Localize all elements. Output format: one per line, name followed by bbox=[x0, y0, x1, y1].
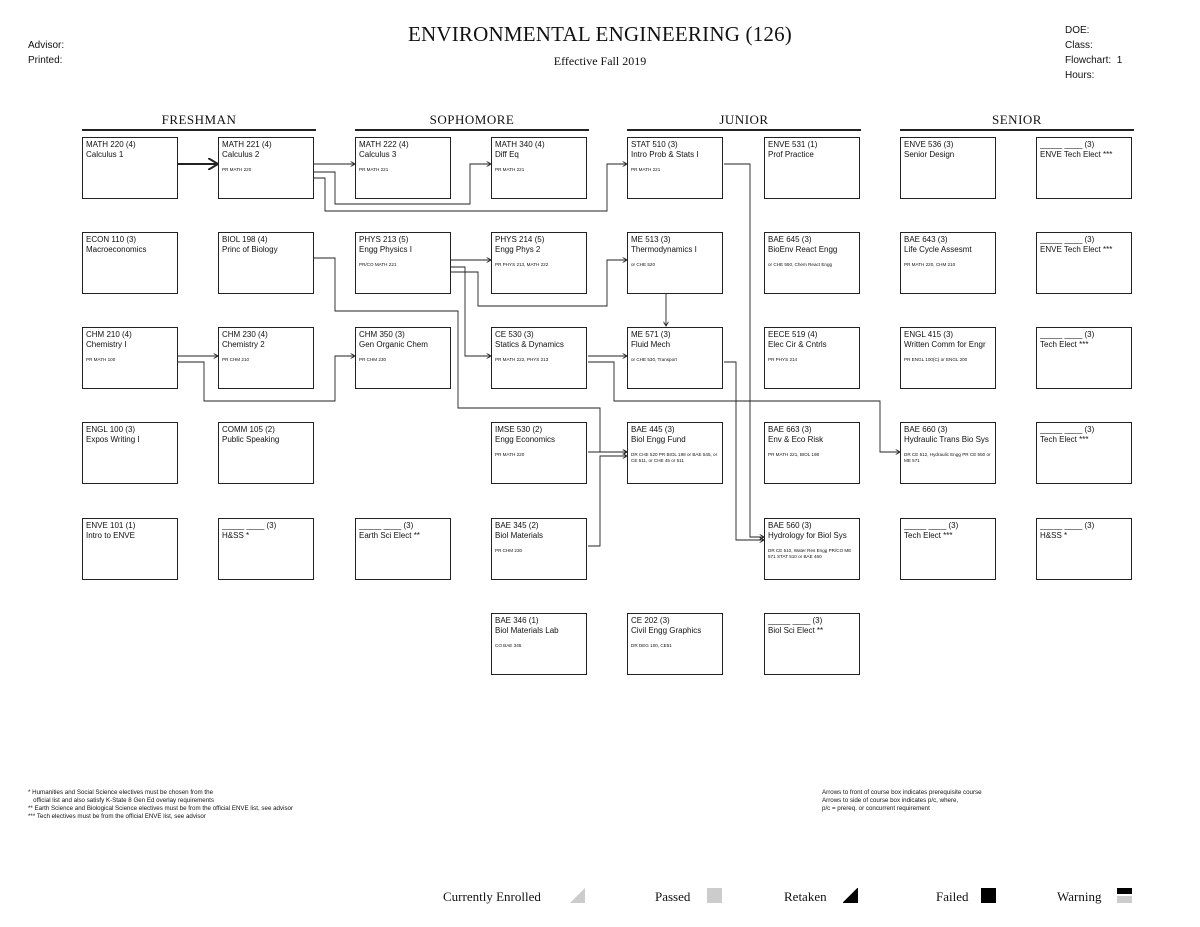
course-name: Engg Phys 2 bbox=[495, 245, 541, 254]
course-prereq: DR CE 512, Hydraulic Engg PR CE 550 or ME 571 bbox=[904, 452, 991, 463]
year-senior: SENIOR bbox=[900, 112, 1134, 131]
course-code: COMM 105 (2) bbox=[222, 425, 275, 434]
course-code: CE 202 (3) bbox=[631, 616, 670, 625]
course-code: _____ ____ (3) bbox=[904, 521, 959, 530]
course-name: Written Comm for Engr bbox=[904, 340, 986, 349]
course-code: ENGL 100 (3) bbox=[86, 425, 136, 434]
course-stat510[interactable] bbox=[627, 137, 723, 199]
footnote: *** Tech electives must be from the official ENVE list, see advisor bbox=[28, 813, 206, 820]
course-name: Biol Sci Elect ** bbox=[768, 626, 824, 635]
course-name: Biol Materials Lab bbox=[495, 626, 559, 635]
course-code: BIOL 198 (4) bbox=[222, 235, 268, 244]
class-label: Class: bbox=[1065, 40, 1093, 51]
course-phys213[interactable] bbox=[355, 232, 451, 294]
course-code: BAE 345 (2) bbox=[495, 521, 539, 530]
course-earth-sci-elect[interactable] bbox=[355, 518, 451, 580]
course-name: Senior Design bbox=[904, 150, 955, 159]
course-code: ENVE 531 (1) bbox=[768, 140, 818, 149]
page-title: ENVIRONMENTAL ENGINEERING (126) bbox=[407, 22, 792, 46]
course-code: CHM 210 (4) bbox=[86, 330, 132, 339]
course-name: H&SS * bbox=[1040, 531, 1068, 540]
course-name: BioEnv React Engg bbox=[768, 245, 838, 254]
course-name: Calculus 3 bbox=[359, 150, 397, 159]
footnote: p/c = prereq. or concurrent requirement bbox=[822, 805, 930, 812]
course-name: Tech Elect *** bbox=[1040, 435, 1089, 444]
course-code: ENVE 536 (3) bbox=[904, 140, 954, 149]
course-code: BAE 346 (1) bbox=[495, 616, 539, 625]
course-code: ENVE 101 (1) bbox=[86, 521, 136, 530]
course-phys214[interactable] bbox=[491, 232, 587, 294]
course-name: Tech Elect *** bbox=[1040, 340, 1089, 349]
course-name: Engg Economics bbox=[495, 435, 556, 444]
legend-enrolled-label: Currently Enrolled bbox=[443, 889, 541, 904]
legend-warning-icon bbox=[1117, 888, 1132, 903]
course-name: Calculus 2 bbox=[222, 150, 260, 159]
course-prereq: or CHE 550, Chem React Engg bbox=[768, 262, 833, 267]
course-ce530[interactable] bbox=[491, 327, 587, 389]
course-name: H&SS * bbox=[222, 531, 250, 540]
course-code: MATH 221 (4) bbox=[222, 140, 272, 149]
course-hss-1[interactable] bbox=[218, 518, 314, 580]
printed-label: Printed: bbox=[28, 55, 63, 66]
course-chm350[interactable] bbox=[355, 327, 451, 389]
course-name: Princ of Biology bbox=[222, 245, 278, 254]
course-chm210[interactable] bbox=[82, 327, 178, 389]
legend-retaken-label: Retaken bbox=[784, 889, 827, 904]
course-name: Gen Organic Chem bbox=[359, 340, 428, 349]
course-econ110[interactable] bbox=[82, 232, 178, 294]
course-prereq: DR CE 510, Water Res Engg PR/CO ME 571 STAT 510 or BAE 460 bbox=[768, 548, 852, 559]
course-chm230[interactable] bbox=[218, 327, 314, 389]
course-prereq: PR PHYS 213, MATH 222 bbox=[495, 262, 549, 267]
course-prereq: PR CHM 230 bbox=[495, 548, 523, 553]
course-name: Hydraulic Trans Bio Sys bbox=[904, 435, 989, 444]
course-code: _____ ____ (3) bbox=[1040, 330, 1095, 339]
course-name: Elec Cir & Cntrls bbox=[768, 340, 827, 349]
course-name: Engg Physics I bbox=[359, 245, 412, 254]
line-stat510-bae560 bbox=[724, 164, 764, 537]
course-me571[interactable] bbox=[627, 327, 723, 389]
course-prereq: PR PHYS 214 bbox=[768, 357, 798, 362]
legend-passed-icon bbox=[707, 888, 722, 903]
course-prereq: CO BAE 345 bbox=[495, 643, 522, 648]
course-prereq: DR DEG 100, CE51 bbox=[631, 643, 672, 648]
footnote: ** Earth Science and Biological Science electives must be from the official ENVE list, see advisor bbox=[28, 805, 294, 812]
course-enve101[interactable] bbox=[82, 518, 178, 580]
course-name: Intro to ENVE bbox=[86, 531, 135, 540]
flowchart-value: 1 bbox=[1116, 55, 1123, 66]
footnote: * Humanities and Social Science electives must be chosen from the bbox=[28, 789, 214, 796]
course-bae345[interactable] bbox=[491, 518, 587, 580]
course-code: MATH 220 (4) bbox=[86, 140, 136, 149]
flowchart-label-text: Flowchart: bbox=[1065, 55, 1112, 66]
course-engl100[interactable] bbox=[82, 422, 178, 484]
course-name: Macroeconomics bbox=[86, 245, 147, 254]
course-prereq: PR MATH 221 bbox=[631, 167, 661, 172]
course-prereq: PR/CO MATH 221 bbox=[359, 262, 397, 267]
course-code: _____ ____ (3) bbox=[1040, 140, 1095, 149]
course-engl415[interactable] bbox=[900, 327, 996, 389]
course-code: _____ ____ (3) bbox=[1040, 521, 1095, 530]
course-enve531[interactable] bbox=[764, 137, 860, 199]
course-prereq: PR MATH 221, BIOL 198 bbox=[768, 452, 820, 457]
course-code: PHYS 213 (5) bbox=[359, 235, 409, 244]
course-name: Biol Materials bbox=[495, 531, 544, 540]
course-name: Hydrology for Biol Sys bbox=[768, 531, 847, 540]
course-code: BAE 560 (3) bbox=[768, 521, 812, 530]
course-bae445[interactable] bbox=[627, 422, 723, 484]
course-tech-elect-2[interactable] bbox=[1036, 422, 1132, 484]
line-bae345-bae445 bbox=[588, 456, 627, 546]
legend-passed-label: Passed bbox=[655, 889, 691, 904]
course-biol-sci-elect[interactable] bbox=[764, 613, 860, 675]
course-hss-2[interactable] bbox=[1036, 518, 1132, 580]
course-code: STAT 510 (3) bbox=[631, 140, 678, 149]
course-name: Thermodynamics I bbox=[631, 245, 697, 254]
legend-retaken-icon bbox=[843, 888, 858, 903]
course-math340[interactable] bbox=[491, 137, 587, 199]
course-code: _____ ____ (3) bbox=[1040, 235, 1095, 244]
course-math222[interactable] bbox=[355, 137, 451, 199]
course-prereq: PR MATH 221 bbox=[359, 167, 389, 172]
course-prereq: PR MATH 220, CHM 210 bbox=[904, 262, 956, 267]
course-enve-tech-elect-1[interactable] bbox=[1036, 137, 1132, 199]
course-name: Chemistry I bbox=[86, 340, 127, 349]
year-freshman: FRESHMAN bbox=[82, 112, 316, 131]
course-bae660[interactable] bbox=[900, 422, 996, 484]
course-code: _____ ____ (3) bbox=[222, 521, 277, 530]
course-code: BAE 645 (3) bbox=[768, 235, 812, 244]
legend-warning-label: Warning bbox=[1057, 889, 1102, 904]
advisor-label: Advisor: bbox=[28, 40, 65, 51]
line-phys213-ce530 bbox=[451, 267, 491, 356]
course-code: CHM 230 (4) bbox=[222, 330, 268, 339]
course-code: BAE 445 (3) bbox=[631, 425, 675, 434]
footnotes-left bbox=[28, 789, 293, 821]
course-imse530[interactable] bbox=[491, 422, 587, 484]
course-code: MATH 222 (4) bbox=[359, 140, 409, 149]
course-prereq: PR MATH 220 bbox=[495, 452, 525, 457]
course-name: Calculus 1 bbox=[86, 150, 124, 159]
course-bae663[interactable] bbox=[764, 422, 860, 484]
year-junior: JUNIOR bbox=[627, 112, 861, 131]
course-bae560[interactable] bbox=[764, 518, 860, 580]
course-code: CHM 350 (3) bbox=[359, 330, 405, 339]
course-prereq: PR MATH 222, PHYS 213 bbox=[495, 357, 549, 362]
course-prereq: DR CHE 520 PR BIOL 198 or BAE 545, or CE 511, or CHE 45 or 511 bbox=[631, 452, 718, 463]
course-ece519[interactable] bbox=[764, 327, 860, 389]
course-code: _____ ____ (3) bbox=[1040, 425, 1095, 434]
footnote: Arrows to side of course box indicates p/c, where, bbox=[822, 797, 959, 804]
course-name: Biol Engg Fund bbox=[631, 435, 686, 444]
course-code: BAE 663 (3) bbox=[768, 425, 812, 434]
footnote: official list and also satisfy K-State 8 Gen Ed overlay requirements bbox=[28, 797, 214, 804]
course-name: Prof Practice bbox=[768, 150, 814, 159]
course-code: EECE 519 (4) bbox=[768, 330, 818, 339]
course-name: Diff Eq bbox=[495, 150, 519, 159]
course-me513[interactable] bbox=[627, 232, 723, 294]
course-enve536[interactable] bbox=[900, 137, 996, 199]
course-code: PHYS 214 (5) bbox=[495, 235, 545, 244]
doe-label: DOE: bbox=[1065, 25, 1090, 36]
course-enve-tech-elect-2[interactable] bbox=[1036, 232, 1132, 294]
course-name: Chemistry 2 bbox=[222, 340, 265, 349]
course-prereq: or CHE 530, Transport bbox=[631, 357, 677, 362]
course-name: Public Speaking bbox=[222, 435, 280, 444]
course-name: Civil Engg Graphics bbox=[631, 626, 702, 635]
course-bae346[interactable] bbox=[491, 613, 587, 675]
course-name: Env & Eco Risk bbox=[768, 435, 824, 444]
course-name: Intro Prob & Stats I bbox=[631, 150, 699, 159]
course-bae643[interactable] bbox=[900, 232, 996, 294]
page-subtitle: Effective Fall 2019 bbox=[553, 54, 647, 68]
line-me571-bae560 bbox=[724, 362, 764, 540]
course-prereq: PR ENGL 100(C) or ENGL 200 bbox=[904, 357, 968, 362]
course-comm105[interactable] bbox=[218, 422, 314, 484]
hours-label: Hours: bbox=[1065, 70, 1095, 81]
legend-enrolled-icon bbox=[570, 888, 585, 903]
course-biol198[interactable] bbox=[218, 232, 314, 294]
course-code: MATH 340 (4) bbox=[495, 140, 545, 149]
legend-failed-icon bbox=[981, 888, 996, 903]
course-name: Fluid Mech bbox=[631, 340, 671, 349]
year-sophomore: SOPHOMORE bbox=[355, 112, 589, 131]
course-prereq: PR MATH 220 bbox=[222, 167, 252, 172]
footnote: Arrows to front of course box indicates prerequisite course bbox=[822, 789, 982, 796]
course-prereq: PR MATH 100 bbox=[86, 357, 116, 362]
course-code: _____ ____ (3) bbox=[359, 521, 414, 530]
course-code: CE 530 (3) bbox=[495, 330, 534, 339]
course-code: _____ ____ (3) bbox=[768, 616, 823, 625]
course-prereq: or CHE 520 bbox=[631, 262, 656, 267]
footnotes-right bbox=[822, 789, 982, 813]
course-code: ENGL 415 (3) bbox=[904, 330, 954, 339]
course-math221[interactable] bbox=[218, 137, 314, 199]
course-prereq: PR MATH 221 bbox=[495, 167, 525, 172]
course-name: Life Cycle Assesmt bbox=[904, 245, 972, 254]
course-name: Statics & Dynamics bbox=[495, 340, 564, 349]
legend-failed-label: Failed bbox=[936, 889, 969, 904]
course-prereq: PR CHM 210 bbox=[222, 357, 250, 362]
course-name: Tech Elect *** bbox=[904, 531, 953, 540]
course-code: ECON 110 (3) bbox=[86, 235, 137, 244]
course-math220[interactable] bbox=[82, 137, 178, 199]
course-code: IMSE 530 (2) bbox=[495, 425, 543, 434]
course-code: ME 571 (3) bbox=[631, 330, 671, 339]
course-prereq: PR CHM 230 bbox=[359, 357, 387, 362]
course-code: BAE 660 (3) bbox=[904, 425, 948, 434]
course-name: ENVE Tech Elect *** bbox=[1040, 150, 1113, 159]
course-ce202[interactable] bbox=[627, 613, 723, 675]
course-code: ME 513 (3) bbox=[631, 235, 671, 244]
course-tech-elect-3[interactable] bbox=[900, 518, 996, 580]
course-tech-elect-1[interactable] bbox=[1036, 327, 1132, 389]
course-name: Earth Sci Elect ** bbox=[359, 531, 420, 540]
course-name: Expos Writing I bbox=[86, 435, 140, 444]
course-name: ENVE Tech Elect *** bbox=[1040, 245, 1113, 254]
course-bae645[interactable] bbox=[764, 232, 860, 294]
course-code: BAE 643 (3) bbox=[904, 235, 948, 244]
